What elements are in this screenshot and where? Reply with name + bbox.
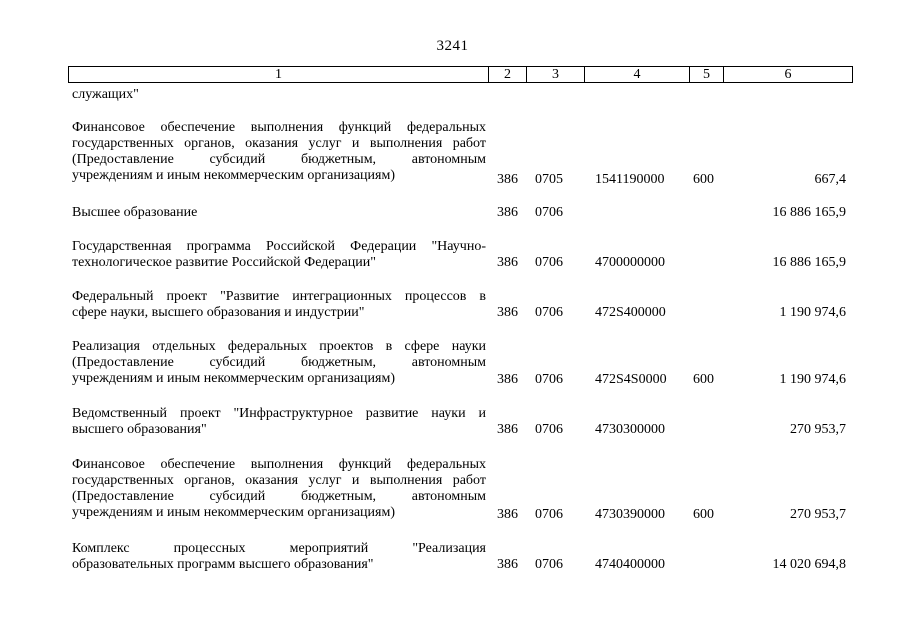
column-header-4: 4 xyxy=(585,67,690,83)
row-description xyxy=(72,457,486,521)
cell-section: 0705 xyxy=(535,172,563,187)
cell-amount: 1 190 974,6 xyxy=(779,372,846,387)
column-header-6: 6 xyxy=(724,67,853,83)
cell-type: 600 xyxy=(693,372,714,387)
description-line: высшего образования" xyxy=(72,422,207,437)
column-header-table xyxy=(68,66,853,83)
cell-section: 0706 xyxy=(535,507,563,522)
cell-target: 4730300000 xyxy=(595,422,665,437)
cell-amount: 16 886 165,9 xyxy=(772,205,846,220)
page-number: 3241 xyxy=(436,38,469,54)
cell-target: 4730390000 xyxy=(595,507,665,522)
description-line: государственных органов, оказания услуг и выполнения работ xyxy=(72,136,486,151)
cell-target: 472S4S0000 xyxy=(595,372,667,387)
cell-amount: 270 953,7 xyxy=(790,422,846,437)
cell-target: 4740400000 xyxy=(595,557,665,572)
description-line: Федеральный проект "Развитие интеграционных процессов в xyxy=(72,289,486,304)
description-line: (Предоставление субсидий бюджетным, автономным xyxy=(72,152,486,167)
column-header-5: 5 xyxy=(690,67,724,83)
description-line: Комплекс процессных мероприятий "Реализация xyxy=(72,541,486,556)
cell-amount: 14 020 694,8 xyxy=(772,557,846,572)
column-header-2: 2 xyxy=(489,67,527,83)
row-description xyxy=(72,339,486,387)
description-line: (Предоставление субсидий бюджетным, автономным xyxy=(72,355,486,370)
cell-amount: 1 190 974,6 xyxy=(779,305,846,320)
cell-code: 386 xyxy=(497,305,518,320)
row-description xyxy=(72,120,486,184)
cell-type: 600 xyxy=(693,172,714,187)
description-line: (Предоставление субсидий бюджетным, автономным xyxy=(72,489,486,504)
row-description xyxy=(72,239,486,271)
cell-code: 386 xyxy=(497,172,518,187)
cell-section: 0706 xyxy=(535,372,563,387)
description-line: учреждениям и иным некоммерческим организациям) xyxy=(72,168,396,183)
row-description xyxy=(72,289,486,321)
row-description xyxy=(72,205,486,221)
column-header-row xyxy=(69,67,853,83)
cell-section: 0706 xyxy=(535,422,563,437)
cell-target: 4700000000 xyxy=(595,255,665,270)
row-description xyxy=(72,406,486,438)
description-line: Реализация отдельных федеральных проектов в сфере науки xyxy=(72,339,486,354)
cell-code: 386 xyxy=(497,372,518,387)
cell-code: 386 xyxy=(497,255,518,270)
cell-section: 0706 xyxy=(535,255,563,270)
description-line: технологическое развитие Российской Федерации" xyxy=(72,255,376,270)
description-line: учреждениям и иным некоммерческим организациям) xyxy=(72,371,396,386)
cell-target: 472S400000 xyxy=(595,305,666,320)
cell-amount: 667,4 xyxy=(814,172,846,187)
description-line: образовательных программ высшего образования" xyxy=(72,557,374,572)
description-line: сфере науки, высшего образования и индустрии" xyxy=(72,305,365,320)
cell-section: 0706 xyxy=(535,205,563,220)
description-line: Государственная программа Российской Федерации "Научно- xyxy=(72,239,486,254)
row-description xyxy=(72,541,486,573)
description-line: государственных органов, оказания услуг и выполнения работ xyxy=(72,473,486,488)
cell-code: 386 xyxy=(497,205,518,220)
description-line: Финансовое обеспечение выполнения функций федеральных xyxy=(72,120,486,135)
cell-type: 600 xyxy=(693,507,714,522)
cell-target: 1541190000 xyxy=(595,172,665,187)
cell-code: 386 xyxy=(497,422,518,437)
cell-code: 386 xyxy=(497,507,518,522)
description-line: Финансовое обеспечение выполнения функций федеральных xyxy=(72,457,486,472)
cell-section: 0706 xyxy=(535,557,563,572)
column-header-1: 1 xyxy=(69,67,489,83)
column-header-3: 3 xyxy=(527,67,585,83)
continuation-text: служащих" xyxy=(72,87,139,102)
cell-code: 386 xyxy=(497,557,518,572)
description-line: Высшее образование xyxy=(72,205,198,220)
cell-amount: 270 953,7 xyxy=(790,507,846,522)
description-line: Ведомственный проект "Инфраструктурное развитие науки и xyxy=(72,406,486,421)
cell-amount: 16 886 165,9 xyxy=(772,255,846,270)
description-line: учреждениям и иным некоммерческим организациям) xyxy=(72,505,396,520)
cell-section: 0706 xyxy=(535,305,563,320)
